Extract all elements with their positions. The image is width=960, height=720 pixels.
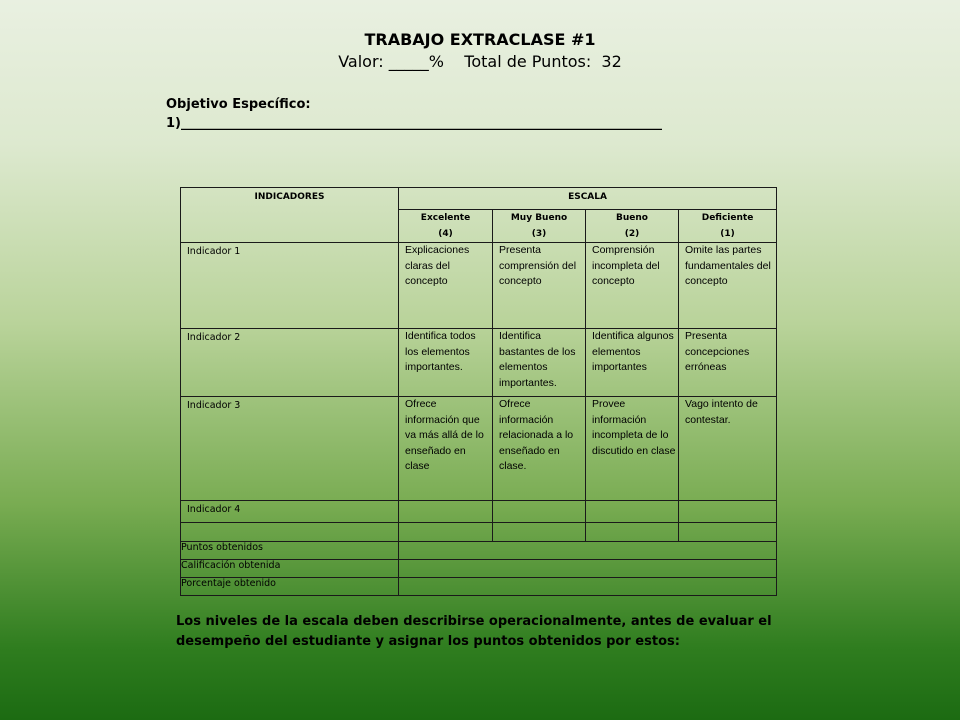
table-cell: Omite las partes fundamentales del concepto bbox=[679, 243, 777, 329]
table-row bbox=[181, 329, 777, 397]
footer-row-puntos bbox=[181, 542, 777, 560]
level-points: (1) bbox=[720, 229, 735, 239]
footer-label: Calificación obtenida bbox=[181, 560, 399, 578]
table-row bbox=[181, 243, 777, 329]
level-name: Deficiente bbox=[701, 213, 754, 223]
level-points: (2) bbox=[624, 229, 640, 239]
table-cell: Presenta comprensión del concepto bbox=[493, 243, 586, 329]
table-row-empty bbox=[181, 523, 777, 542]
footer-label: Porcentaje obtenido bbox=[181, 578, 399, 596]
page-title: TRABAJO EXTRACLASE #1 bbox=[364, 30, 596, 49]
table-cell bbox=[493, 523, 586, 542]
table-cell bbox=[586, 523, 679, 542]
table-cell: Explicaciones claras del concepto bbox=[399, 243, 493, 329]
level-name: Muy Bueno bbox=[510, 213, 568, 223]
footer-value bbox=[399, 542, 777, 560]
row-label: Indicador 2 bbox=[181, 329, 399, 397]
level-muy-bueno bbox=[493, 210, 586, 243]
objective-line: 1)__________________________________________________________________________ bbox=[166, 116, 662, 131]
table-row bbox=[181, 501, 777, 523]
row-label: Indicador 3 bbox=[181, 397, 399, 501]
table-row bbox=[181, 397, 777, 501]
indicators-header: INDICADORES bbox=[181, 188, 399, 243]
table-cell bbox=[679, 523, 777, 542]
rubric-table bbox=[180, 187, 777, 596]
level-excelente bbox=[399, 210, 493, 243]
scale-header: ESCALA bbox=[399, 188, 777, 210]
table-cell bbox=[181, 523, 399, 542]
level-name: Bueno bbox=[616, 213, 648, 223]
table-cell: Provee información incompleta de lo discutido en clase bbox=[586, 397, 679, 501]
table-cell: Presenta concepciones erróneas bbox=[679, 329, 777, 397]
table-cell bbox=[679, 501, 777, 523]
footer-label: Puntos obtenidos bbox=[181, 542, 399, 560]
footer-value bbox=[399, 560, 777, 578]
level-points: (4) bbox=[438, 229, 453, 239]
row-label: Indicador 4 bbox=[181, 501, 399, 523]
table-cell bbox=[399, 523, 493, 542]
level-name: Excelente bbox=[420, 213, 471, 223]
objective-label: Objetivo Específico: bbox=[166, 97, 311, 112]
table-cell: Identifica todos los elementos importantes. bbox=[399, 329, 493, 397]
footer-value bbox=[399, 578, 777, 596]
table-cell: Identifica bastantes de los elementos importantes. bbox=[493, 329, 586, 397]
footer-row-porcentaje bbox=[181, 578, 777, 596]
table-cell: Ofrece información relacionada a lo enseñado en clase. bbox=[493, 397, 586, 501]
table-cell: Identifica algunos elementos importantes bbox=[586, 329, 679, 397]
table-cell: Ofrece información que va más allá de lo enseñado en clase bbox=[399, 397, 493, 501]
footer-row-calificacion bbox=[181, 560, 777, 578]
table-cell: Vago intento de contestar. bbox=[679, 397, 777, 501]
table-cell: Comprensión incompleta del concepto bbox=[586, 243, 679, 329]
row-label: Indicador 1 bbox=[181, 243, 399, 329]
level-deficiente bbox=[679, 210, 777, 243]
scale-note: Los niveles de la escala deben describirse operacionalmente, antes de evaluar el desempeño del estudiante y asignar los puntos obtenidos por estos: bbox=[176, 614, 772, 649]
page-subtitle: Valor: _____% Total de Puntos: 32 bbox=[338, 52, 622, 71]
level-bueno bbox=[586, 210, 679, 243]
table-cell bbox=[493, 501, 586, 523]
level-points: (3) bbox=[531, 229, 547, 239]
table-cell bbox=[586, 501, 679, 523]
table-cell bbox=[399, 501, 493, 523]
